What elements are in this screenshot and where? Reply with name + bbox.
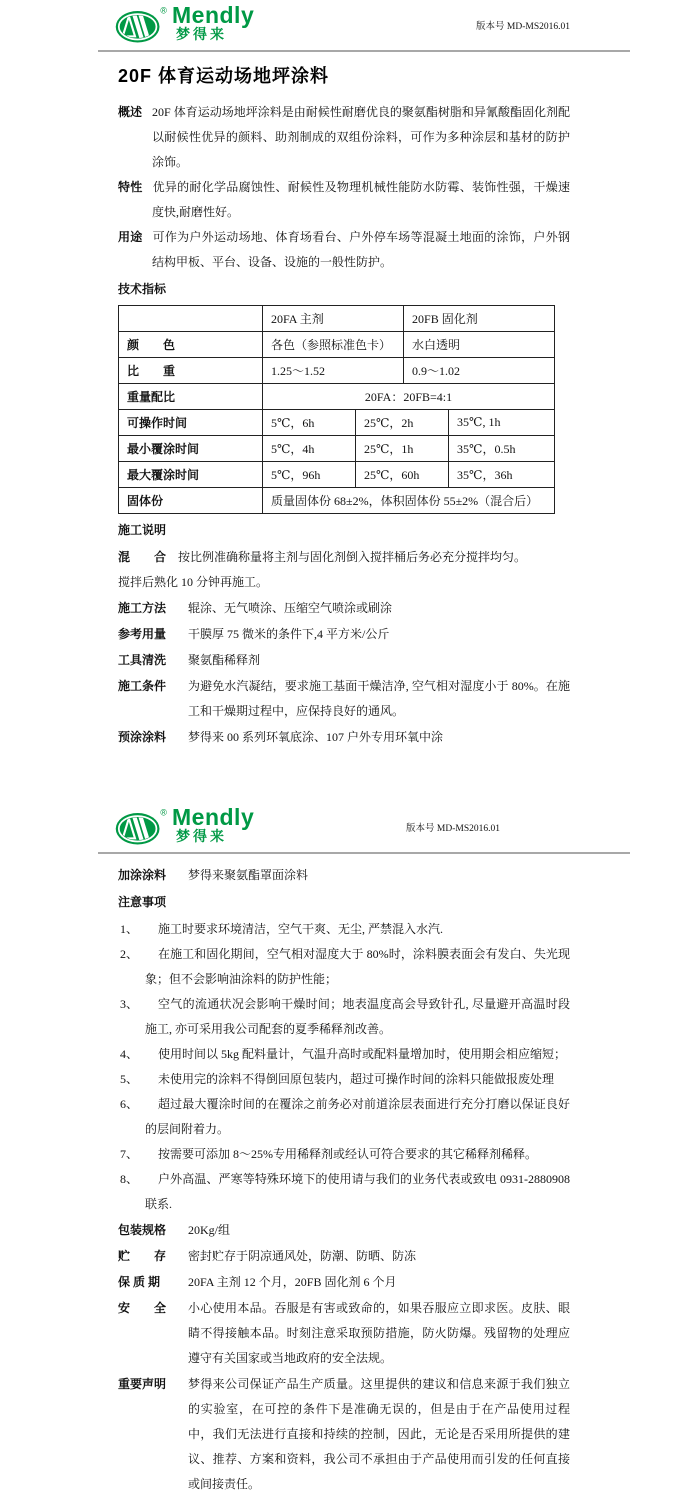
spec-table [118,305,555,514]
spec-color-a: 各色（参照标准色卡） [263,332,404,358]
method-row [118,596,570,621]
cleaning-row [118,648,570,673]
spec-row-solids [119,488,555,514]
topcoat-text: 梦得来聚氨酯罩面涂料 [188,868,309,882]
brand-name-en: Mendly [172,2,255,28]
brand-wordmark [172,4,254,41]
spec-gravity-b: 0.9～1.02 [404,358,555,384]
spec-solids-value: 质量固体份 68±2%，体积固体份 55±2%（混合后） [263,488,555,514]
dosage-label: 参考用量 [118,627,167,641]
spec-header-empty-cell [119,306,263,332]
note-number: 7、 [120,1147,139,1161]
packing-label: 包装规格 [118,1223,167,1237]
mixing-text: 按比例准确称量将主剂与固化剂倒入搅拌桶后务必充分搅拌均匀。 [178,550,527,564]
precoat-text: 梦得来 00 系列环氧底涂、107 户外专用环氧中涂 [188,730,444,744]
spec-pot-life-label: 可操作时间 [119,410,263,436]
precoat-label: 预涂涂料 [118,730,167,744]
note-text: 未使用完的涂料不得倒回原包装内，超过可操作时间的涂料只能做报废处理 [158,1072,555,1086]
mixing-paragraph [118,545,570,595]
page1-header [114,0,570,48]
safety-row [118,1296,570,1371]
page2-header [114,802,570,850]
dosage-row [118,622,570,647]
spec-pot-life-25c: 25℃，2h [356,410,449,436]
spec-max-recoat-25c: 25℃，60h [356,462,449,488]
safety-text: 小心使用本品。吞服是有害或致命的，如果吞服应立即求医。皮肤、眼睛不得接触本品。时刻注意采取预防措施，防火防爆。残留物的处理应遵守有关国家或当地政府的安全法规。 [188,1301,570,1365]
note-number: 2、 [120,947,139,961]
spec-heading: 技术指标 [118,282,167,296]
spec-gravity-a: 1.25～1.52 [263,358,404,384]
cleaning-text: 聚氨酯稀释剂 [188,653,261,667]
spec-row-ratio [119,384,555,410]
spec-row-gravity [119,358,555,384]
brand-name-en: Mendly [172,804,255,830]
note-text: 超过最大覆涂时间的在覆涂之前务必对前道涂层表面进行充分打磨以保证良好的层间附着力。 [145,1097,570,1136]
note-item-8 [118,1167,570,1217]
spec-max-recoat-label: 最大覆涂时间 [119,462,263,488]
document-page-1 [0,0,687,750]
spec-pot-life-5c: 5℃，6h [263,410,356,436]
disclaimer-text: 梦得来公司保证产品生产质量。这里提供的建议和信息来源于我们独立的实验室，在可控的条件下是准确无误的，但是由于在产品使用过程中，我们无法进行直接和持续的控制，因此，无论是否采用所提供的建议、推荐、方案和资料，我公司不承担由于产品使用而引发的任何直接或间接责任。 [188,1377,570,1491]
note-item-5 [118,1067,570,1092]
note-item-3 [118,992,570,1042]
spec-header-part-a: 20FA 主剂 [263,306,404,332]
spec-row-max-recoat [119,462,555,488]
overview-text: 20F 体育运动场地坪涂料是由耐候性耐磨优良的聚氨酯树脂和异氰酸酯固化剂配以耐候性优异的颜料、助剂制成的双组份涂料，可作为多种涂层和基材的防护涂饰。 [152,105,570,169]
notes-list [118,917,570,1217]
spec-min-recoat-35c: 35℃，0.5h [449,436,555,462]
spec-row-color [119,332,555,358]
storage-label: 贮 存 [118,1249,167,1263]
note-number: 6、 [120,1097,139,1111]
safety-label: 安 全 [118,1301,167,1315]
storage-row [118,1244,570,1269]
spec-max-recoat-5c: 5℃，96h [263,462,356,488]
registered-mark: ® [160,807,167,818]
spec-gravity-label: 比 重 [119,358,263,384]
brand-name-cn: 梦得来 [176,828,227,844]
header-rule [98,50,630,52]
spec-ratio-label: 重量配比 [119,384,263,410]
note-text: 空气的流通状况会影响干燥时间；地表温度高会导致针孔, 尽量避开高温时段施工, 亦可采用我公司配套的夏季稀释剂改善。 [145,997,570,1036]
note-text: 户外高温、严寒等特殊环境下的使用请与我们的业务代表或致电 0931-2880908 联系. [145,1172,570,1211]
usage-text: 可作为户外运动场地、体育场看台、户外停车场等混凝土地面的涂饰，户外钢结构甲板、平台、设备、设施的一般性防护。 [152,230,570,269]
topcoat-row [118,863,570,888]
packing-text: 20Kg/组 [188,1223,231,1237]
features-paragraph [118,175,570,225]
construction-heading: 施工说明 [118,523,167,537]
spec-pot-life-35c: 35℃, 1h [449,410,555,436]
spec-ratio-value: 20FA：20FB=4:1 [263,384,555,410]
features-label: 特性 [118,180,143,194]
registered-mark: ® [160,5,167,16]
shelf-life-row [118,1270,570,1295]
page-title: 20F 体育运动场地坪涂料 [118,66,330,86]
shelf-life-label: 保 质 期 [118,1275,161,1289]
spec-header-row [119,306,555,332]
spec-header-part-b: 20FB 固化剂 [404,306,555,332]
spec-solids-label: 固体份 [119,488,263,514]
usage-label: 用途 [118,230,143,244]
spec-color-b: 水白透明 [404,332,555,358]
version-label: 版本号 MD-MS2016.01 [406,824,500,834]
disclaimer-row [118,1372,570,1497]
disclaimer-label: 重要声明 [118,1377,167,1391]
mixing-text-2: 搅拌后熟化 10 分钟再施工。 [118,575,269,589]
conditions-row [118,674,570,724]
spec-min-recoat-label: 最小覆涂时间 [119,436,263,462]
brand-logo-2 [114,806,570,848]
method-label: 施工方法 [118,601,167,615]
conditions-label: 施工条件 [118,679,167,693]
note-item-7 [118,1142,570,1167]
version-label: 版本号 MD-MS2016.01 [476,22,570,32]
spec-max-recoat-35c: 35℃，36h [449,462,555,488]
dosage-text: 干膜厚 75 微米的条件下,4 平方米/公斤 [188,627,390,641]
spec-color-label: 颜 色 [119,332,263,358]
document-page-2 [0,802,687,1497]
note-text: 施工时要求环境清洁，空气干爽、无尘, 严禁混入水汽. [158,922,444,936]
topcoat-label: 加涂涂料 [118,868,167,882]
method-text: 辊涂、无气喷涂、压缩空气喷涂或刷涂 [188,601,393,615]
precoat-row [118,725,570,750]
spec-row-min-recoat [119,436,555,462]
spec-min-recoat-25c: 25℃，1h [356,436,449,462]
spec-min-recoat-5c: 5℃，4h [263,436,356,462]
cleaning-label: 工具清洗 [118,653,167,667]
note-item-6 [118,1092,570,1142]
note-number: 8、 [120,1172,139,1186]
brand-wordmark-2 [172,806,254,843]
usage-paragraph [118,225,570,275]
mendly-logo-icon [114,4,170,46]
notes-heading: 注意事项 [118,895,167,909]
note-number: 5、 [120,1072,139,1086]
overview-label: 概述 [118,105,143,119]
note-number: 1、 [120,922,139,936]
note-item-2 [118,942,570,992]
note-text: 按需要可添加 8～25%专用稀释剂或经认可符合要求的其它稀释剂稀释。 [158,1147,537,1161]
spec-row-pot-life [119,410,555,436]
features-text: 优异的耐化学品腐蚀性、耐候性及物理机械性能防水防霉、装饰性强，干燥速度快,耐磨性好。 [152,180,570,219]
overview-paragraph [118,100,570,175]
brand-name-cn: 梦得来 [176,26,227,42]
note-text: 使用时间以 5kg 配料量计，气温升高时或配料量增加时，使用期会相应缩短； [158,1047,567,1061]
note-text: 在施工和固化期间，空气相对湿度大于 80%时，涂料膜表面会有发白、失光现象；但不会影响油涂料的防护性能； [145,947,570,986]
note-number: 4、 [120,1047,139,1061]
note-item-4 [118,1042,570,1067]
mendly-logo-icon [114,806,170,848]
conditions-text: 为避免水汽凝结，要求施工基面干燥洁净, 空气相对湿度小于 80%。在施工和干燥期过程中，应保持良好的通风。 [188,679,570,718]
mixing-label: 混 合 [118,550,167,564]
shelf-life-text: 20FA 主剂 12 个月，20FB 固化剂 6 个月 [188,1275,397,1289]
note-number: 3、 [120,997,139,1011]
note-item-1 [118,917,570,942]
packing-row [118,1218,570,1243]
storage-text: 密封贮存于阴凉通风处，防潮、防晒、防冻 [188,1249,417,1263]
